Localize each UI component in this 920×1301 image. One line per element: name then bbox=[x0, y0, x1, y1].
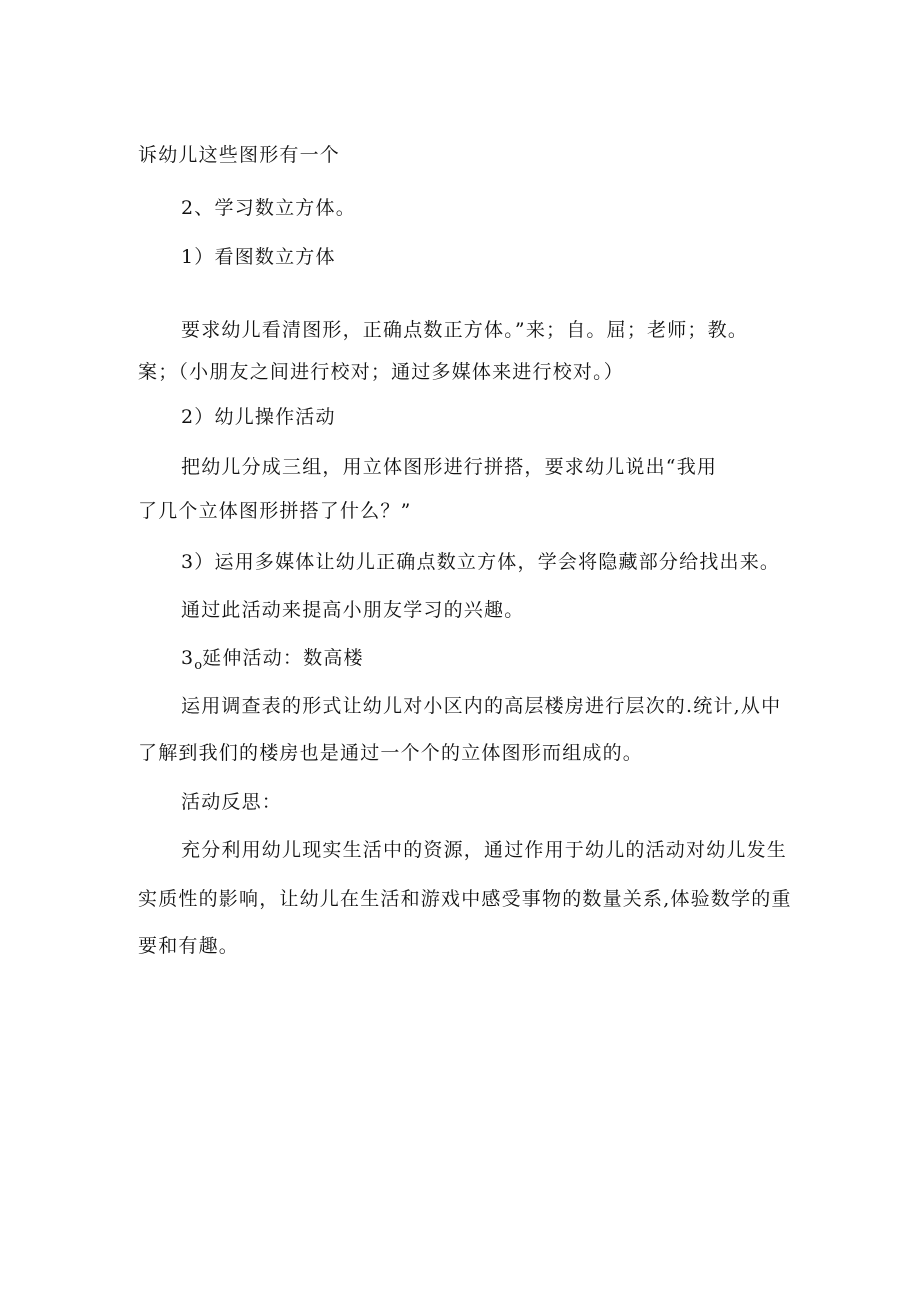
paragraph-line: 要和有趣。 bbox=[138, 935, 240, 957]
section-heading bbox=[181, 646, 364, 673]
subsection-heading: 2）幼儿操作活动 bbox=[181, 406, 336, 428]
section-number-subscript: o bbox=[194, 658, 203, 673]
paragraph-line: 把幼儿分成三组，用立体图形进行拼搭，要求幼儿说出“我用 bbox=[181, 456, 718, 478]
section-title: 延伸活动：数高楼 bbox=[202, 647, 364, 669]
paragraph-line: 充分利用幼儿现实生活中的资源，通过作用于幼儿的活动对幼儿发生 bbox=[181, 839, 788, 861]
paragraph-line: 通过此活动来提高小朋友学习的兴趣。 bbox=[181, 599, 525, 621]
paragraph-line: 诉幼儿这些图形有一个 bbox=[138, 144, 341, 166]
paragraph-line: 实质性的影响，让幼儿在生活和游戏中感受事物的数量关系,体验数学的重 bbox=[138, 888, 792, 910]
subsection-heading: 1）看图数立方体 bbox=[181, 246, 336, 268]
subsection-heading: 3）运用多媒体让幼儿正确点数立方体，学会将隐藏部分给找出来。 bbox=[181, 551, 781, 573]
section-number: 3 bbox=[181, 647, 195, 669]
section-heading: 2、学习数立方体。 bbox=[181, 197, 356, 219]
paragraph-line: 了解到我们的楼房也是通过一个个的立体图形而组成的。 bbox=[138, 742, 644, 764]
paragraph-line: 要求幼儿看清图形，正确点数正方体。”来；自。屈；老师；教。 bbox=[181, 319, 749, 341]
paragraph-line: 运用调查表的形式让幼儿对小区内的高层楼房进行层次的.统计,从中 bbox=[181, 695, 782, 717]
paragraph-line: 案；（小朋友之间进行校对；通过多媒体来进行校对。） bbox=[138, 361, 625, 383]
paragraph-line: 了几个立体图形拼搭了什么？” bbox=[138, 500, 412, 522]
section-heading: 活动反思： bbox=[181, 791, 283, 813]
